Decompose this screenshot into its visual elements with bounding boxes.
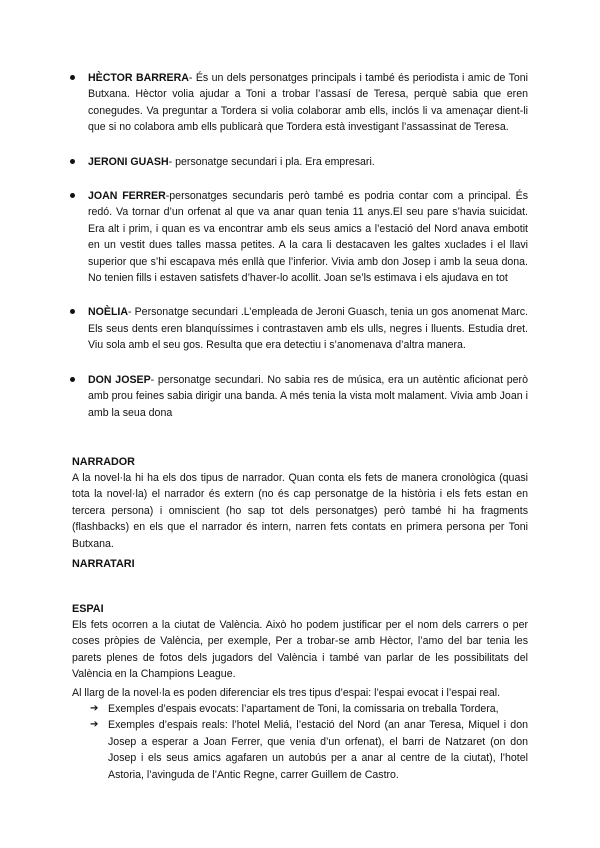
character-list bbox=[88, 70, 528, 439]
character-name: JERONI GUASH bbox=[88, 155, 169, 168]
character-name: DON JOSEP bbox=[88, 373, 151, 386]
espai-example-evocats bbox=[90, 701, 528, 717]
character-item-don-josep bbox=[88, 372, 528, 421]
character-description: - personatge secundari. No sabia res de música, era un autèntic aficionat però amb prou feines sabia dirigir una banda. A més tenia la vista molt malament. Vivia amb Joan i amb la seua dona bbox=[88, 373, 528, 419]
character-item-joan bbox=[88, 188, 528, 286]
espai-example-reals bbox=[90, 717, 528, 783]
character-description: -personatges secundaris però també es podria contar com a principal. És redó. Va tornar d’un orfenat al que va anar quan tenia 11 anys.El seu pare s’havia suicidat. Era alt i prim, i quan es va encontrar amb els seus amics a l’estació del Nord anava embotit en un vestit dues talles massa petites. A la cara li destacaven les galtes xuclades i el llavi superior que s’hi escapava més enllà que l’inferior. Vivia amb don Josep i amb la seua dona. No tenien fills i estaven satisfets d’haver-lo acollit. Joan se’ls estimava i els ajudava en tot bbox=[88, 190, 528, 285]
character-name: JOAN FERRER bbox=[88, 190, 166, 203]
character-item-noelia bbox=[88, 304, 528, 353]
espai-paragraph: Els fets ocorren a la ciutat de València. Això ho podem justificar per el nom dels carrers o per coses pròpies de València, per exemple, Per a trobar-se amb Hèctor, l’amo del bar tenia les parets plenes de fotos dels jugadors del València i també van parlar de les possibilitats del València en la Champions League. bbox=[72, 619, 528, 681]
narrador-paragraph: A la novel·la hi ha els dos tipus de narrador. Quan conta els fets de manera cronològica (quasi tota la novel·la) el narrador és extern (no és cap personatge de la història i els fets estan en tercera persona) i omniscient (ho sap tot dels personatges) però també hi ha fragments (flashbacks) en els que el narrador és intern, narren fets contats en primera persona per Toni Butxana. bbox=[72, 472, 528, 550]
espai-heading: ESPAI bbox=[72, 603, 104, 615]
character-description: - És un dels personatges principals i també és periodista i amic de Toni Butxana. Hèctor volia ajudar a Toni a trobar l’assasí de Teresa, perquè sabia que eren conegudes. Va preguntar a Tordera si volia colaborar amb ells, inclós li va amenaçar dient-li que si no colabora amb ells publicarà que Tordera està investigant l’assassinat de Teresa. bbox=[88, 72, 529, 134]
example-text: Exemples d’espais reals: l’hotel Meliá, l’estació del Nord (an anar Teresa, Miquel i don Josep a esperar a Joan Ferrer, que venia d’un orfenat), el barri de Natzaret (on don Josep i els seus amics agafaren un autobús per a anar al centre de la ciutat), l’hotel Astoria, l’avinguda de l’Antic Regne, carrer Guillem de Castro. bbox=[108, 719, 528, 781]
narrador-heading: NARRADOR bbox=[72, 456, 135, 468]
narratari-heading: NARRATARI bbox=[72, 558, 135, 570]
character-name: NOÈLIA bbox=[88, 306, 129, 319]
espai-examples-list bbox=[90, 701, 528, 783]
bullet-icon bbox=[70, 309, 75, 314]
character-description: - personatge secundari i pla. Era empresari. bbox=[168, 155, 375, 168]
arrow-right-icon: ➔ bbox=[90, 703, 99, 714]
espai-intro: Al llarg de la novel·la es poden diferenciar els tres tipus d’espai: l’espai evocat i l’espai real. bbox=[72, 687, 501, 699]
character-item-jeroni bbox=[88, 154, 528, 170]
bullet-icon bbox=[70, 75, 75, 80]
character-name: HÈCTOR BARRERA bbox=[88, 72, 189, 84]
bullet-icon bbox=[70, 193, 75, 198]
arrow-right-icon: ➔ bbox=[90, 719, 99, 731]
bullet-icon bbox=[70, 377, 75, 382]
character-item-hector bbox=[88, 70, 528, 136]
example-text: Exemples d’espais evocats: l’apartament de Toni, la comissaria on treballa Tordera, bbox=[108, 703, 499, 715]
character-description: - Personatge secundari .L’empleada de Jeroni Guasch, tenia un gos anomenat Marc. Els seus dents eren blanquíssimes i contrastaven amb els ulls, negres i lluents. Estudia dret. Viu sola amb el seu gos. Resulta que era detectiu i s’anomenava d’altra manera. bbox=[88, 306, 528, 352]
bullet-icon bbox=[70, 159, 75, 164]
